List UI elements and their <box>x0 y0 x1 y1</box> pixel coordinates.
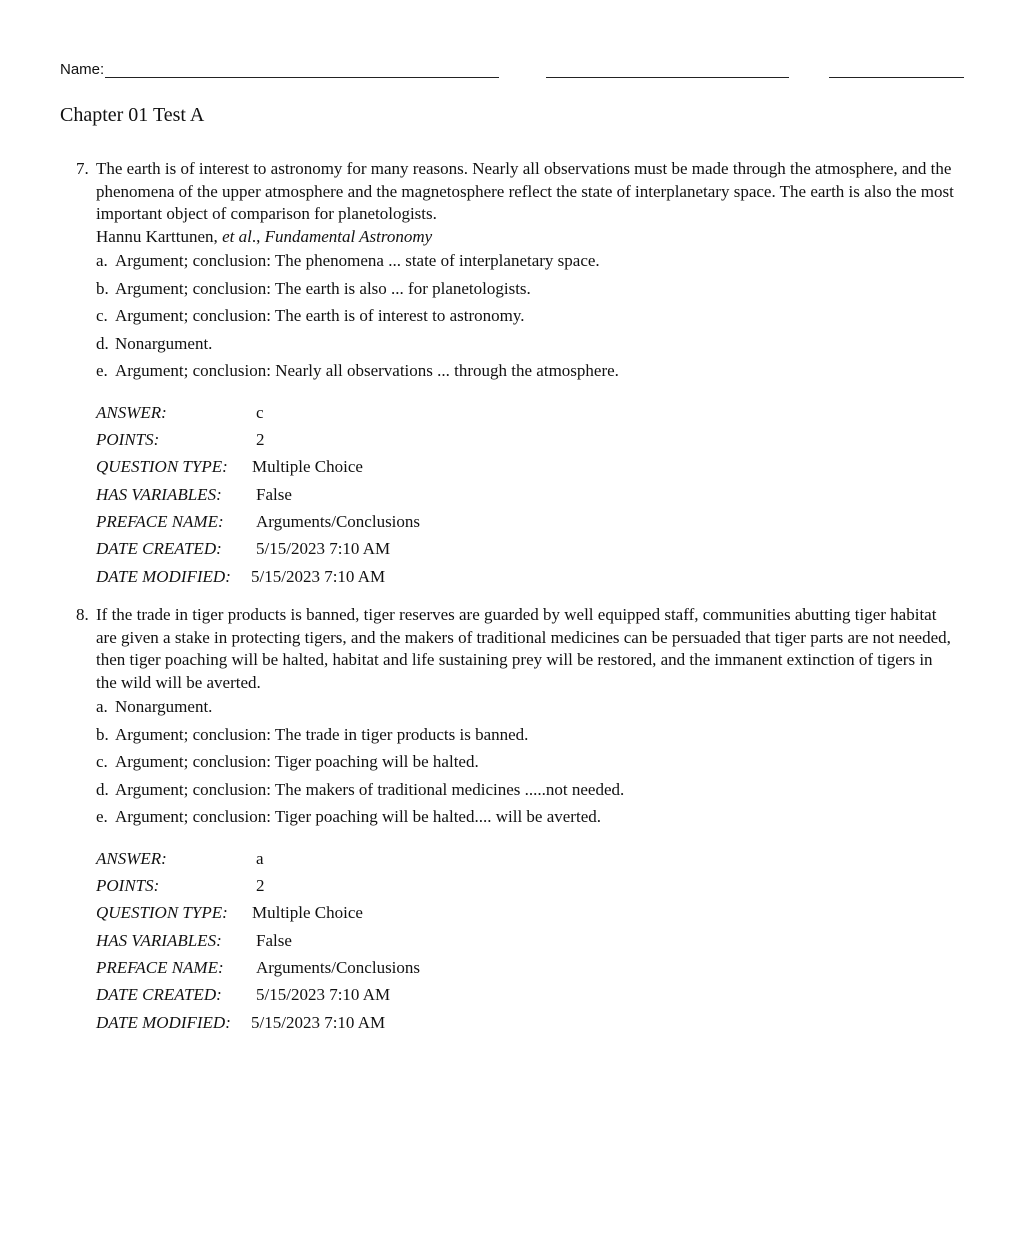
metadata-table <box>96 402 956 594</box>
meta-value: 5/15/2023 7:10 AM <box>251 1012 386 1032</box>
option-text: Argument; conclusion: Tiger poaching will be halted.... will be averted. <box>115 807 601 826</box>
meta-date-created <box>96 984 956 1011</box>
meta-key: HAS VARIABLES: <box>96 930 222 950</box>
option-text: Argument; conclusion: The makers of traditional medicines .....not needed. <box>115 779 625 799</box>
meta-key: ANSWER: <box>96 848 167 868</box>
option-b <box>96 724 956 752</box>
option-text: Argument; conclusion: Tiger poaching will be halted. <box>115 752 479 771</box>
meta-date-modified <box>96 1012 956 1039</box>
option-a <box>96 696 956 724</box>
meta-question-type <box>96 902 956 929</box>
meta-value: Arguments/Conclusions <box>256 512 421 532</box>
meta-value: c <box>256 402 264 422</box>
blank-line-3 <box>829 60 964 78</box>
meta-key: HAS VARIABLES: <box>96 484 222 504</box>
metadata-table <box>96 848 956 1040</box>
question-8 <box>76 604 956 1039</box>
question-text: The earth is of interest to astronomy for many reasons. Nearly all observations must be made through the atmosphere, and the phenomena of the upper atmosphere and the magnetosphere reflect the state of interplanetary space. The earth is also the most important object of comparison for planetologists. <box>96 159 954 223</box>
option-c <box>96 751 956 779</box>
option-text: Argument; conclusion: The earth is of interest to astronomy. <box>115 306 525 325</box>
option-text: Nonargument. <box>115 333 213 353</box>
option-text: Argument; conclusion: Nearly all observations ... through the atmosphere. <box>115 361 619 380</box>
option-text: Argument; conclusion: The earth is also ... for planetologists. <box>115 278 531 298</box>
meta-value: False <box>256 930 292 950</box>
citation-sep: ., <box>251 226 265 246</box>
option-e <box>96 806 956 834</box>
meta-has-variables <box>96 930 956 957</box>
option-letter: a. <box>96 697 108 716</box>
meta-key: ANSWER: <box>96 402 167 422</box>
question-number: 8. <box>76 605 89 624</box>
option-d <box>96 333 956 361</box>
meta-key: QUESTION TYPE: <box>96 457 228 477</box>
name-header <box>60 60 964 80</box>
meta-value: 2 <box>256 875 265 895</box>
option-e <box>96 360 956 388</box>
option-letter: e. <box>96 807 108 826</box>
option-a <box>96 250 956 278</box>
meta-value: Multiple Choice <box>252 457 363 477</box>
option-letter: e. <box>96 361 108 380</box>
meta-key: DATE CREATED: <box>96 985 222 1005</box>
citation-book: Fundamental Astronomy <box>264 226 433 246</box>
meta-value: 2 <box>256 429 265 449</box>
meta-key: QUESTION TYPE: <box>96 903 228 923</box>
option-text: Argument; conclusion: The phenomena ... state of interplanetary space. <box>115 251 600 270</box>
option-d <box>96 779 956 807</box>
meta-preface-name <box>96 957 956 984</box>
options-list <box>96 696 956 834</box>
meta-date-created <box>96 538 956 565</box>
meta-date-modified <box>96 566 956 593</box>
meta-key: PREFACE NAME: <box>96 512 224 532</box>
meta-answer <box>96 848 956 875</box>
page-title: Chapter 01 Test A <box>60 104 205 126</box>
meta-question-type <box>96 456 956 483</box>
option-letter: d. <box>96 779 109 799</box>
meta-value: 5/15/2023 7:10 AM <box>251 566 386 586</box>
meta-preface-name <box>96 511 956 538</box>
meta-key: DATE MODIFIED: <box>96 1012 231 1032</box>
question-text: If the trade in tiger products is banned, tiger reserves are guarded by well equipped staff, communities abutting tiger habitat are given a stake in protecting tigers, and the makers of traditional medicines can be persuaded that tiger parts are not needed, then tiger poaching will be halted, habitat and life sustaining prey will be restored, and the immanent extinction of tigers in the wild will be averted. <box>96 605 951 692</box>
meta-value: Multiple Choice <box>252 903 363 923</box>
meta-value: False <box>256 484 292 504</box>
citation-author: Hannu Karttunen, <box>96 226 223 246</box>
meta-points <box>96 875 956 902</box>
meta-value: 5/15/2023 7:10 AM <box>256 539 391 559</box>
question-7 <box>76 158 956 593</box>
meta-value: Arguments/Conclusions <box>256 958 421 978</box>
meta-has-variables <box>96 484 956 511</box>
option-letter: d. <box>96 333 109 353</box>
citation-etal: et al <box>222 226 252 246</box>
option-letter: c. <box>96 306 108 325</box>
option-letter: c. <box>96 752 108 771</box>
meta-value: 5/15/2023 7:10 AM <box>256 985 391 1005</box>
meta-key: PREFACE NAME: <box>96 958 224 978</box>
option-c <box>96 305 956 333</box>
citation <box>96 226 956 249</box>
meta-answer <box>96 402 956 429</box>
options-list <box>96 250 956 388</box>
option-b <box>96 278 956 306</box>
option-letter: b. <box>96 278 109 298</box>
question-number: 7. <box>76 159 89 178</box>
meta-key: DATE MODIFIED: <box>96 566 231 586</box>
option-letter: b. <box>96 724 109 744</box>
meta-value: a <box>256 848 264 868</box>
option-letter: a. <box>96 251 108 270</box>
option-text: Argument; conclusion: The trade in tiger products is banned. <box>115 724 529 744</box>
name-line <box>105 60 499 78</box>
blank-line-2 <box>546 60 789 78</box>
meta-key: DATE CREATED: <box>96 539 222 559</box>
meta-points <box>96 429 956 456</box>
option-text: Nonargument. <box>115 697 213 716</box>
meta-key: POINTS: <box>96 429 160 449</box>
meta-key: POINTS: <box>96 875 160 895</box>
name-label: Name: <box>60 61 105 78</box>
